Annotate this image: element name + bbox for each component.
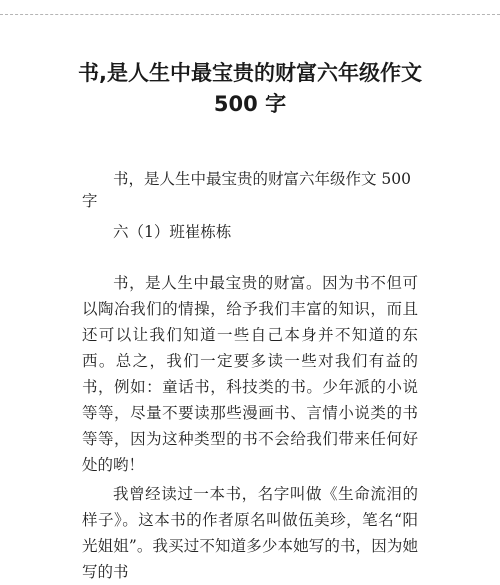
document-title: [40, 58, 460, 120]
paragraph-1: 书，是人生中最宝贵的财富。因为书不但可以陶冶我们的情操，给予我们丰富的知识，而且还可以让我们知道一些自己本身并不知道的东西。总之，我们一定要多读一些对我们有益的书，例如：童话书，科技类的书。少年派的小说等等，尽量不要读那些漫画书、言情小说类的书等等，因为这种类型的书不会给我们带来任何好处的哟！: [82, 274, 418, 474]
essay-subtitle: 书，是人生中最宝贵的财富六年级作文 500 字: [82, 170, 412, 210]
title-line-1: 书,是人生中最宝贵的财富六年级作文: [78, 61, 422, 85]
title-line-2: 500 字: [213, 92, 287, 116]
header-divider: [0, 14, 500, 15]
author-line: 六（1）班崔栋栋: [113, 223, 232, 241]
paragraph-2: 我曾经读过一本书，名字叫做《生命流泪的样子》。这本书的作者原名叫做伍美珍，笔名“阳光姐姐”。我买过不知道多少本她写的书，因为她写的书: [82, 485, 418, 581]
